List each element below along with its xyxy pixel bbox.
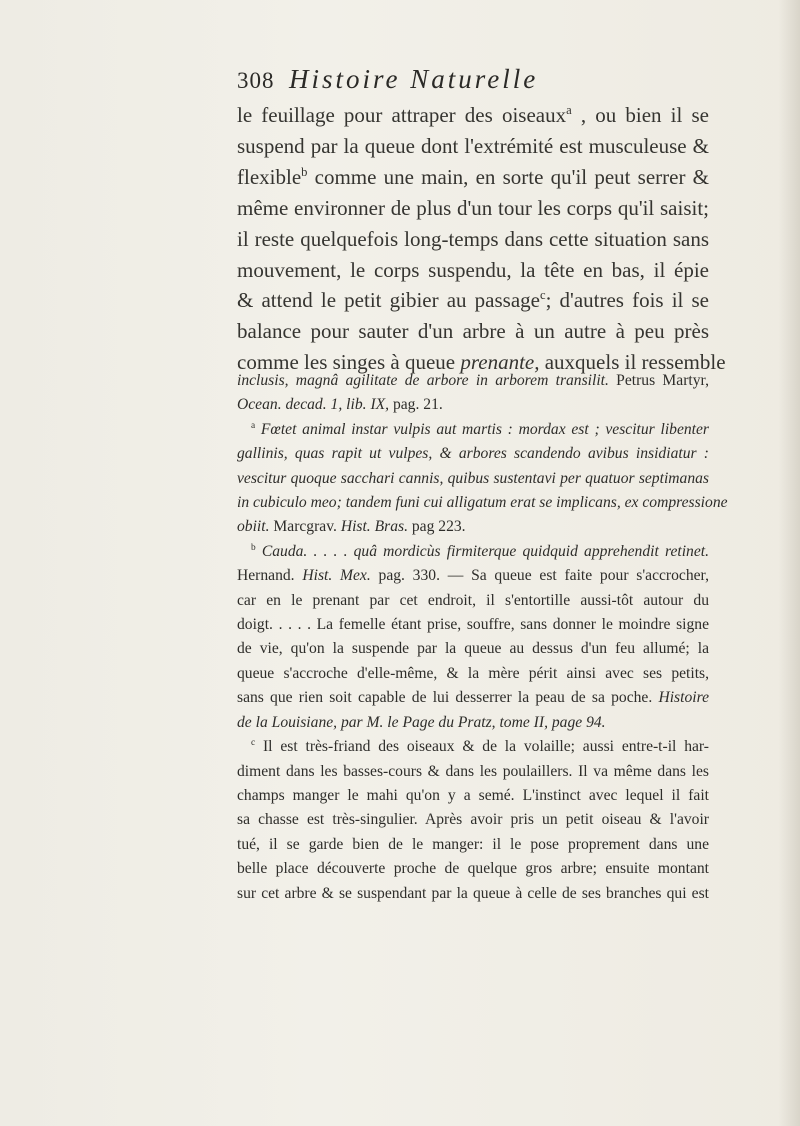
footnote-c-line: sa chasse est très-singulier. Après avoir pris un petit oiseau & l'avoir bbox=[237, 811, 709, 829]
body-line: flexible$^b$ comme une main, en sorte qu'il peut serrer & bbox=[237, 164, 710, 189]
footnote-b-line: queue s'accroche d'elle-même, & la mère périt ainsi avec ses petits, bbox=[237, 664, 709, 682]
footnote-b-line: $^b$ Cauda. . . . . quâ mordicùs firmiterque quidquid apprehendit retinet. bbox=[251, 542, 709, 560]
footnote-line: Ocean. decad. 1, lib. IX, pag. 21. bbox=[237, 396, 443, 414]
footnote-c-line: tué, il se garde bien de le manger: il le pose proprement dans une bbox=[237, 835, 709, 853]
footnote-c-line: belle place découverte proche de quelque gros arbre; ensuite montant bbox=[237, 860, 709, 878]
footnote-a-line: vescitur quoque sacchari cannis, quibus sustentavi per quatuor septimanas bbox=[237, 469, 709, 487]
footnote-a-line: gallinis, quas rapit ut vulpes, & arbores scandendo avibus insidiatur : bbox=[237, 445, 709, 463]
page-header bbox=[237, 64, 707, 100]
body-line: il reste quelquefois long-temps dans cette situation sans bbox=[237, 226, 709, 251]
running-head: Histoire Naturelle bbox=[289, 64, 539, 94]
footnote-line: inclusis, magnâ agilitate de arbore in arborem transilit. Petrus Martyr, bbox=[237, 372, 709, 389]
footnote-c-line: sur cet arbre & se suspendant par la queue à celle de ses branches qui est bbox=[237, 884, 709, 902]
body-line: même environner de plus d'un tour les corps qu'il saisit; bbox=[237, 195, 709, 220]
body-line: & attend le petit gibier au passage$^c$; d'autres fois il se bbox=[237, 288, 709, 313]
body-line: le feuillage pour attraper des oiseaux$^a$ , ou bien il se bbox=[237, 103, 709, 127]
footnote-c-line: $^c$ Il est très-friand des oiseaux & de la volaille; aussi entre-t-il har- bbox=[251, 737, 709, 756]
body-line: comme les singes à queue prenante, auxquels il ressemble bbox=[237, 350, 726, 375]
footnote-b-line: Hernand. Hist. Mex. pag. 330. — Sa queue est faite pour s'accrocher, bbox=[237, 567, 710, 585]
body-line: mouvement, le corps suspendu, la tête en bas, il épie bbox=[237, 257, 709, 282]
footnote-c-line: diment dans les basses-cours & dans les poulaillers. Il va même dans les bbox=[237, 762, 709, 780]
page-edge-shadow bbox=[778, 0, 800, 1126]
footnote-c-line: champs manger le mahi qu'on y a semé. L'instinct avec lequel il fait bbox=[237, 786, 709, 804]
page-number: 308 bbox=[237, 68, 275, 93]
footnote-b-line: de la Louisiane, par M. le Page du Pratz, tome II, page 94. bbox=[237, 713, 606, 731]
body-line: suspend par la queue dont l'extrémité est musculeuse & bbox=[237, 133, 709, 158]
footnotes bbox=[237, 369, 728, 906]
footnote-b-line: sans que rien soit capable de lui desserrer la peau de sa poche. Histoire bbox=[237, 689, 709, 707]
main-text bbox=[237, 100, 726, 378]
footnote-a-line: obiit. Marcgrav. Hist. Bras. pag 223. bbox=[237, 518, 466, 536]
footnote-a-line: $^a$ Fœtet animal instar vulpis aut martis : mordax est ; vescitur libenter bbox=[251, 420, 709, 438]
body-line: balance pour sauter d'un arbre à un autre à peu près bbox=[237, 319, 709, 344]
footnote-b-line: doigt. . . . . La femelle étant prise, souffre, sans donner le moindre signe bbox=[237, 616, 709, 634]
footnote-b-line: de vie, qu'on la suspende par la queue au dessus d'un feu allumé; la bbox=[237, 640, 709, 658]
footnote-b-line: car en le prenant par cet endroit, il s'entortille aussi-tôt autour du bbox=[237, 591, 709, 609]
footnote-a-line: in cubiculo meo; tandem funi cui alligatum erat se implicans, ex compressione bbox=[237, 494, 728, 512]
